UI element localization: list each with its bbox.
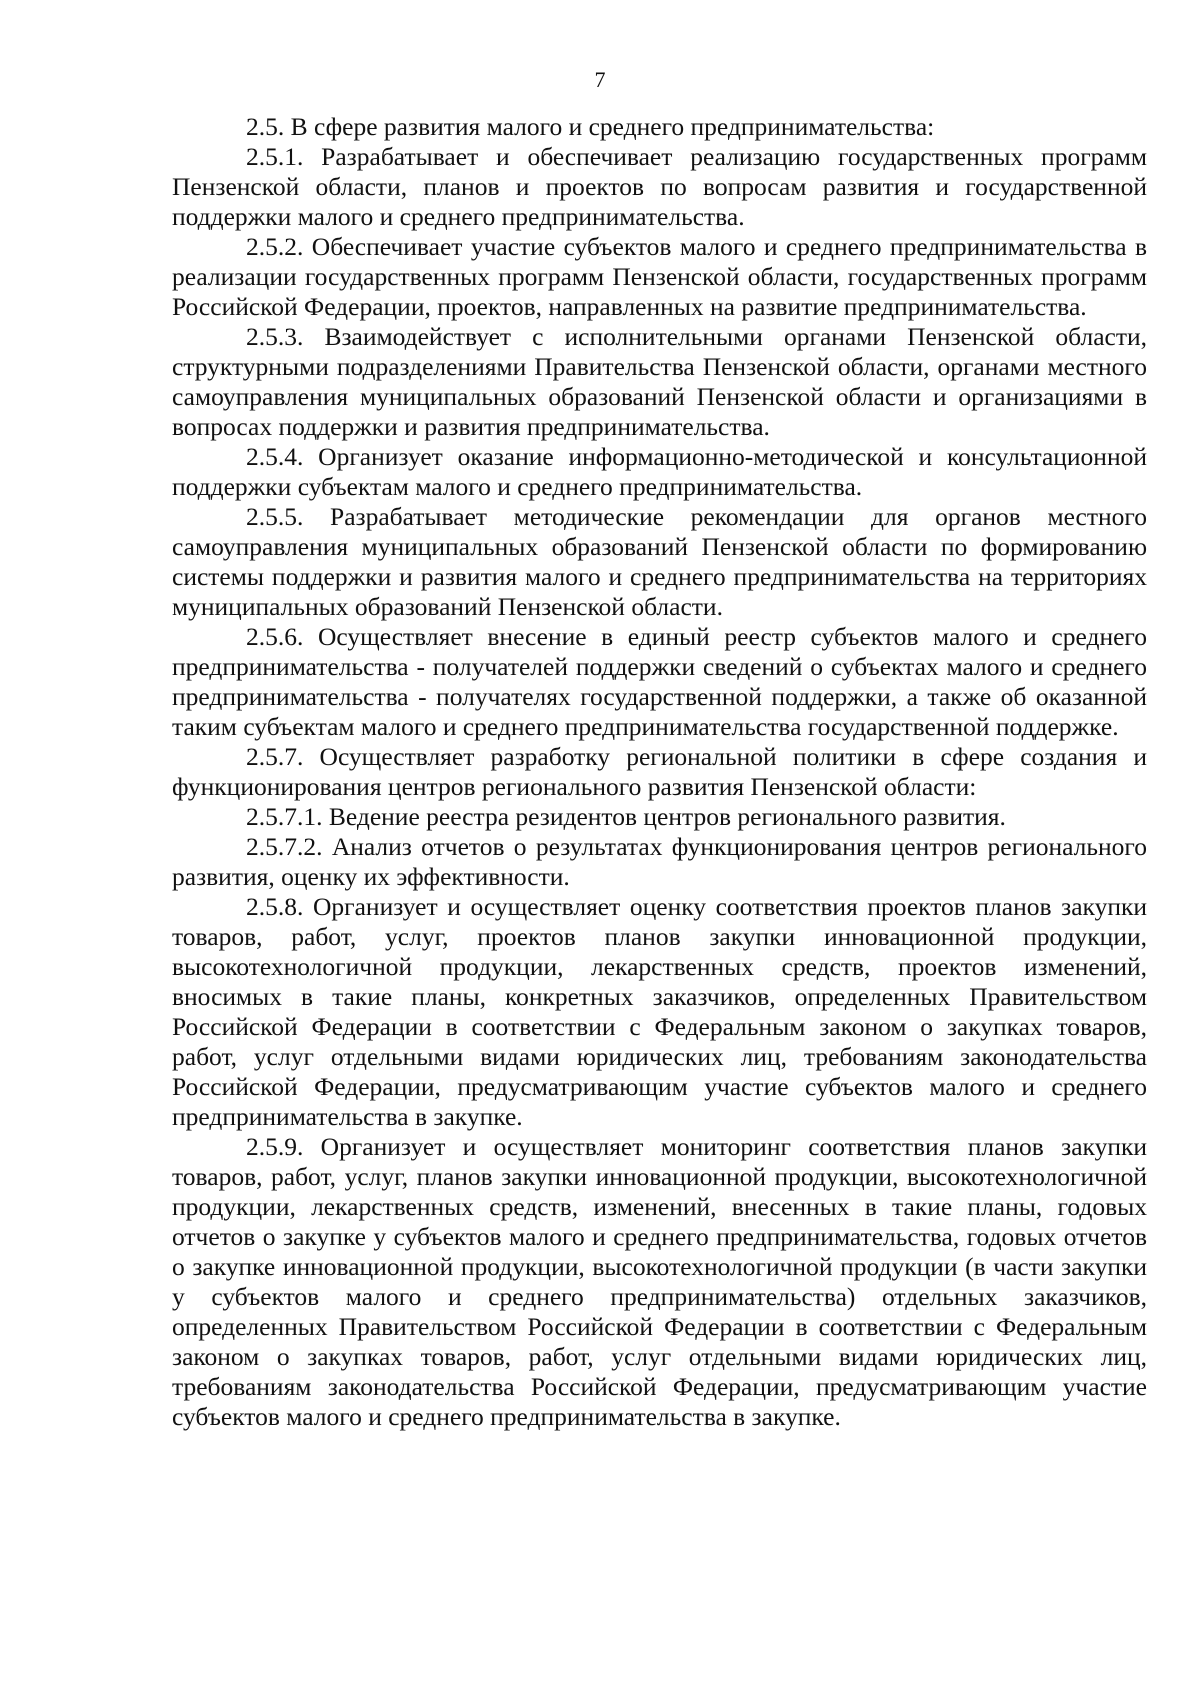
paragraph-2-5-2: 2.5.2. Обеспечивает участие субъектов малого и среднего предпринимательства в реализации государственных программ Пензенской области, государственных программ Российской Федерации, проектов, направленных на развитие предпринимательства. [172, 232, 1147, 321]
document-body [172, 112, 1147, 1432]
paragraph-2-5-1: 2.5.1. Разрабатывает и обеспечивает реализацию государственных программ Пензенской области, планов и проектов по вопросам развития и государственной поддержки малого и среднего предпринимательства. [172, 142, 1147, 231]
page-number: 7 [594, 67, 606, 92]
paragraph-2-5-3: 2.5.3. Взаимодействует с исполнительными органами Пензенской области, структурными подразделениями Правительства Пензенской области, органами местного самоуправления муниципальных образований Пензенской области и организациями в вопросах поддержки и развития предпринимательства. [172, 322, 1147, 441]
paragraph-2-5-5: 2.5.5. Разрабатывает методические рекомендации для органов местного самоуправления муниципальных образований Пензенской области по формированию системы поддержки и развития малого и среднего предпринимательства на территориях муниципальных образований Пензенской области. [172, 502, 1147, 621]
paragraph-2-5-9: 2.5.9. Организует и осуществляет мониторинг соответствия планов закупки товаров, работ, услуг, планов закупки инновационной продукции, высокотехнологичной продукции, лекарственных средств, изменений, внесенных в такие планы, годовых отчетов о закупке у субъектов малого и среднего предпринимательства, годовых отчетов о закупке инновационной продукции, высокотехнологичной продукции (в части закупки у субъектов малого и среднего предпринимательства) отдельных заказчиков, определенных Правительством Российской Федерации в соответствии с Федеральным законом о закупках товаров, работ, услуг отдельными видами юридических лиц, требованиям законодательства Российской Федерации, предусматривающим участие субъектов малого и среднего предпринимательства в закупке. [172, 1132, 1147, 1431]
paragraph-2-5-7-1: 2.5.7.1. Ведение реестра резидентов центров регионального развития. [246, 802, 1006, 831]
paragraph-2-5-8: 2.5.8. Организует и осуществляет оценку соответствия проектов планов закупки товаров, работ, услуг, проектов планов закупки инновационной продукции, высокотехнологичной продукции, лекарственных средств, проектов изменений, вносимых в такие планы, конкретных заказчиков, определенных Правительством Российской Федерации в соответствии с Федеральным законом о закупках товаров, работ, услуг отдельными видами юридических лиц, требованиям законодательства Российской Федерации, предусматривающим участие субъектов малого и среднего предпринимательства в закупке. [172, 892, 1147, 1131]
paragraph-2-5-7: 2.5.7. Осуществляет разработку региональной политики в сфере создания и функционирования центров регионального развития Пензенской области: [172, 742, 1147, 801]
paragraph-2-5-6: 2.5.6. Осуществляет внесение в единый реестр субъектов малого и среднего предпринимательства - получателей поддержки сведений о субъектах малого и среднего предпринимательства - получателях государственной поддержки, а также об оказанной таким субъектам малого и среднего предпринимательства государственной поддержке. [172, 622, 1147, 741]
paragraph-2-5: 2.5. В сфере развития малого и среднего предпринимательства: [246, 112, 935, 141]
paragraph-2-5-7-2: 2.5.7.2. Анализ отчетов о результатах функционирования центров регионального развития, оценку их эффективности. [172, 832, 1147, 891]
paragraph-2-5-4: 2.5.4. Организует оказание информационно-методической и консультационной поддержки субъектам малого и среднего предпринимательства. [172, 442, 1147, 501]
